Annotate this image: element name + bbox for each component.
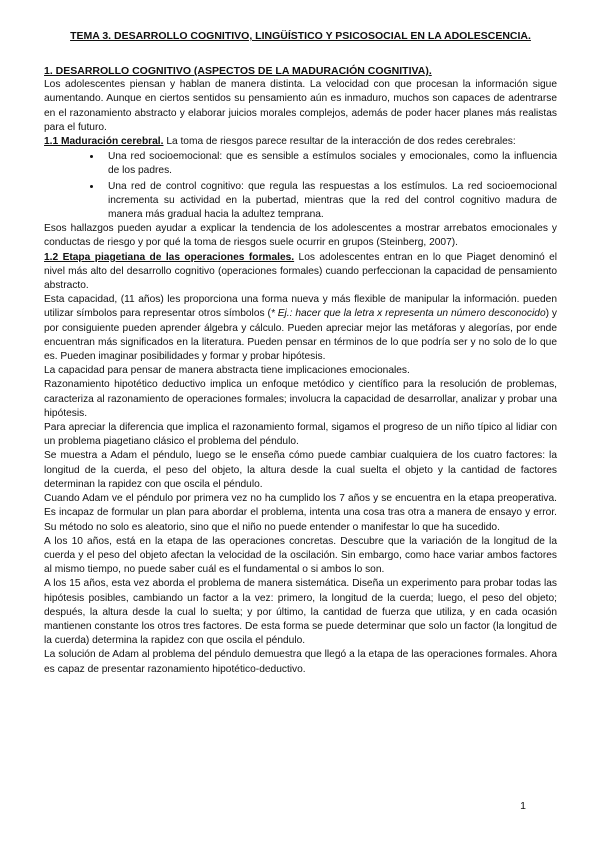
paragraph-emotional-implications: La capacidad para pensar de manera abstracta tiene implicaciones emocionales. bbox=[44, 365, 410, 377]
subheading-brain-maturation: 1.1 Maduración cerebral. bbox=[44, 136, 164, 148]
brain-networks-list bbox=[44, 149, 557, 222]
paragraph-conclusion: La solución de Adam al problema del péndulo demuestra que llegó a la etapa de las operaciones formales. Ahora es capaz de presentar razonamiento hipotético-deductivo. bbox=[44, 649, 557, 675]
formal-operations-text: Los adolescentes entran en lo que Piaget denominó el nivel más alto del desarrollo cognitivo (operaciones formales) cuando perfeccionan la capacidad de pensamiento abstracto. bbox=[44, 251, 557, 292]
paragraph-pendulum-setup: Se muestra a Adam el péndulo, luego se le enseña cómo puede cambiar cualquiera de los cuatro factores: la longitud de la cuerda, el peso del objeto, la altura desde la cual suelta el objeto y la cantidad de factores determinan la rapidez con que oscila el péndulo. bbox=[44, 450, 557, 490]
brain-maturation-text: La toma de riesgos parece resultar de la interacción de dos redes cerebrales: bbox=[163, 136, 516, 148]
list-item-cognitive-control-network: • Una red de control cognitivo: que regula las respuestas a los estímulos. La red socioemocional incrementa su actividad en la pubertad, mientras que la red del control cognitivo madura de manera más gradual hacia la adultez temprana. bbox=[102, 179, 557, 223]
paragraph-formal-reasoning-difference: Para apreciar la diferencia que implica el razonamiento formal, sigamos el progreso de un niño típico al lidiar con un problema piagetiano clásico el problema del péndulo. bbox=[44, 422, 557, 448]
paragraph-age-7: Cuando Adam ve el péndulo por primera vez no ha cumplido los 7 años y se encuentra en la etapa preoperativa. Es incapaz de formular un plan para abordar el problema, intenta una cosa tras otra a manera de ensayo y error. Su método no solo es aleatorio, sino que el niño no puede entender o manifestar lo que ha sucedido. bbox=[44, 493, 557, 533]
list-item-socioemotional-network: • Una red socioemocional: que es sensible a estímulos sociales y emocionales, como la influencia de los padres. bbox=[102, 149, 557, 178]
document-title: TEMA 3. DESARROLLO COGNITIVO, LINGÜÍSTICO Y PSICOSOCIAL EN LA ADOLESCENCIA. bbox=[70, 30, 531, 42]
paragraph-abstract-capacity bbox=[44, 293, 557, 364]
subheading-formal-operations: 1.2 Etapa piagetiana de las operaciones formales. bbox=[44, 251, 295, 263]
paragraph-age-10: A los 10 años, está en la etapa de las operaciones concretas. Descubre que la variación de la longitud de la cuerda y el peso del objeto afectan la velocidad de la oscilación. Sin embargo, como hace variar ambos factores al mismo tiempo, no puede saber cuál es el fundamental o si ambos lo son. bbox=[44, 535, 557, 576]
abstract-capacity-text-a: Esta capacidad, (11 años) les proporciona una forma nueva y más flexible de manipular la información. pueden utilizar símbolos para representar otros símbolos ( bbox=[44, 294, 557, 320]
document-page bbox=[44, 30, 557, 677]
abstract-capacity-text-b: ) y por consiguiente pueden aprender álgebra y cálculo. Pueden apreciar mejor las metáforas y alegorías, por ende encuentran más significados en la literatura. Pueden pensar en términos de lo que podría ser y no solo de lo que es. Pueden imaginar posibilidades y formar y probar hipótesis. bbox=[44, 308, 558, 363]
paragraph-formal-operations bbox=[44, 251, 557, 294]
paragraph-intro: Los adolescentes piensan y hablan de manera distinta. La velocidad con que procesan la información sigue aumentando. Aunque en ciertos sentidos su pensamiento aún es inmaduro, muchos son capaces de adentrarse en el razonamiento abstracto y elaborar juicios morales complejos, además de poder hacer planes más realistas para el futuro. bbox=[44, 79, 557, 133]
paragraph-age-15: A los 15 años, esta vez aborda el problema de manera sistemática. Diseña un experimento para probar todas las hipótesis posibles, cambiando un factor a la vez: primero, la longitud de la cuerda; luego, el peso del objeto; después, la altura desde la cual lo suelta; y por último, la cantidad de fuerza que utiliza, y en cada ocasión mantienen constante los otros tres factores. De esta forma se puede determinar que solo un factor (la longitud de la cuerda) determina la rapidez con que oscila el péndulo. bbox=[44, 578, 557, 647]
page-number: 1 bbox=[520, 800, 526, 812]
paragraph-risk-findings: Esos hallazgos pueden ayudar a explicar la tendencia de los adolescentes a mostrar arrebatos emocionales y conductas de riesgo y por qué la toma de riesgos suele ocurrir en grupos (Steinberg, 2007). bbox=[44, 223, 557, 249]
paragraph-hypothetical-deductive: Razonamiento hipotético deductivo implica un enfoque metódico y científico para la resolución de problemas, caracteriza al razonamiento de operaciones formales; involucra la capacidad de desarrollar, analizar y probar una hipótesis. bbox=[44, 379, 557, 419]
example-italic: * Ej.: hacer que la letra x representa un número desconocido bbox=[270, 308, 546, 320]
paragraph-brain-maturation bbox=[44, 135, 557, 149]
section-heading-cognitive-development: 1. DESARROLLO COGNITIVO (ASPECTOS DE LA MADURACIÓN COGNITIVA). bbox=[44, 65, 432, 77]
